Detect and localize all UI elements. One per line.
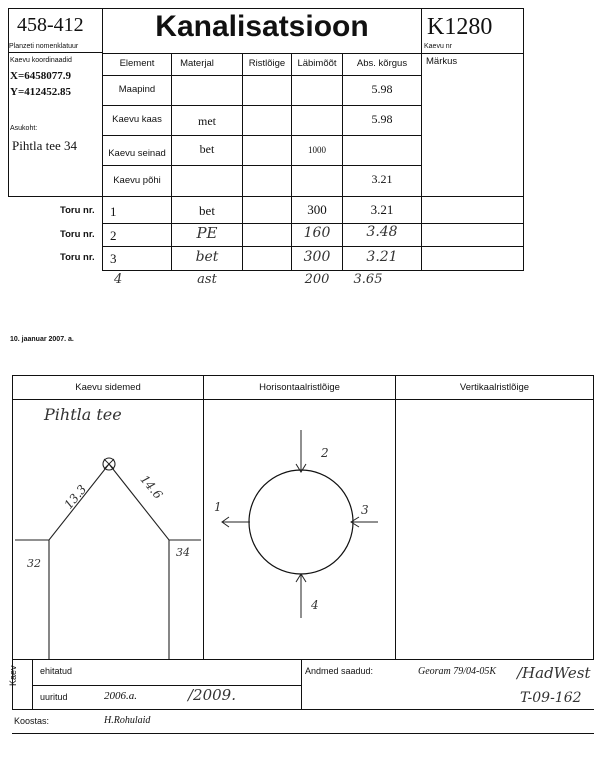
row-element: Kaevu seinad: [108, 148, 166, 159]
header-notes: Märkus: [426, 56, 458, 67]
section-connections: Kaevu sidemed: [75, 382, 141, 393]
header-element: Element: [119, 58, 155, 69]
row-element: Kaevu kaas: [112, 114, 162, 125]
pipe-diameter: 300: [303, 249, 331, 265]
kaev-label: Kaev: [8, 665, 18, 686]
row-height: 5.98: [371, 82, 393, 96]
header-abs-height: Abs. kõrgus: [356, 58, 408, 69]
cross-section-diagram: [204, 400, 395, 659]
location-value: Pihtla tee 34: [12, 138, 77, 153]
section-horizontal: Horisontaalristlõige: [259, 382, 340, 393]
row-height: 3.21: [371, 172, 393, 186]
left-end-label: 32: [27, 557, 41, 570]
pipe-height: 3.21: [366, 249, 398, 265]
pipe-number: 2: [110, 228, 117, 243]
surveyed-label: uuritud: [40, 692, 68, 702]
arrow-label-top: 2: [321, 446, 329, 460]
row-material: met: [198, 114, 216, 128]
extra-pipe-diameter: 200: [304, 272, 330, 287]
built-label: ehitatud: [40, 666, 73, 676]
pipe-height: 3.48: [366, 224, 398, 240]
pipe-label: Toru nr.: [60, 252, 95, 263]
signature: /HadWest: [517, 664, 591, 682]
well-number-label: Kaevu nr: [424, 43, 453, 50]
pipe-label: Toru nr.: [60, 229, 95, 240]
coordinate-x: X=6458077.9: [10, 70, 71, 82]
arrow-label-left: 1: [214, 500, 222, 514]
right-slope-label: 14.6: [137, 472, 166, 502]
row-diameter: 1000: [308, 145, 326, 155]
header-material: Materjal: [180, 58, 214, 69]
arrow-label-bottom: 4: [311, 598, 319, 612]
document-code: T-09-162: [520, 690, 582, 706]
pipe-number: 1: [110, 204, 117, 219]
pipe-diameter: 300: [307, 202, 327, 217]
well-number: K1280: [427, 14, 493, 40]
section-vertical: Vertikaalristlõige: [459, 382, 530, 393]
right-end-label: 34: [176, 546, 190, 559]
composed-label: Koostas:: [14, 716, 50, 726]
extra-pipe-material: ast: [197, 272, 217, 287]
data-source-value: Georam 79/04-05K: [418, 666, 497, 677]
page-title: Kanalisatsioon: [155, 10, 369, 43]
pipe-material: PE: [196, 224, 218, 242]
surveyed-extra: /2009.: [188, 686, 236, 704]
nomenclature: 458-412: [17, 14, 84, 36]
pipe-material: bet: [199, 203, 215, 218]
extra-pipe-height: 3.65: [353, 272, 383, 287]
pipe-number: 3: [110, 251, 117, 266]
arrow-label-right: 3: [361, 503, 369, 517]
location-label: Asukoht:: [10, 125, 38, 132]
nomenclature-label: Planzeti nomenklatuur: [9, 43, 79, 50]
surveyed-value: 2006.a.: [104, 690, 137, 702]
row-material: bet: [199, 142, 215, 156]
coordinates-label: Kaevu koordinaadid: [10, 57, 72, 64]
composed-value: H.Rohulaid: [104, 715, 151, 726]
pipe-diameter: 160: [303, 225, 331, 241]
row-element: Maapind: [118, 84, 156, 95]
date-note: 10. jaanuar 2007. a.: [10, 336, 74, 343]
pipe-label: Toru nr.: [60, 205, 95, 216]
street-label: Pihtla tee: [44, 405, 122, 424]
row-element: Kaevu põhi: [113, 175, 161, 186]
connections-sketch: [13, 400, 203, 659]
row-height: 5.98: [371, 112, 393, 126]
pipe-material: bet: [195, 249, 219, 265]
header-cross-section: Ristlõige: [248, 58, 286, 69]
pipe-height: 3.21: [370, 202, 394, 217]
extra-pipe-number: 4: [114, 272, 123, 287]
data-source-label: Andmed saadud:: [305, 666, 374, 676]
left-slope-label: 13.3: [61, 482, 90, 512]
header-diameter: Läbimõõt: [297, 58, 337, 69]
coordinate-y: Y=412452.85: [10, 86, 71, 98]
